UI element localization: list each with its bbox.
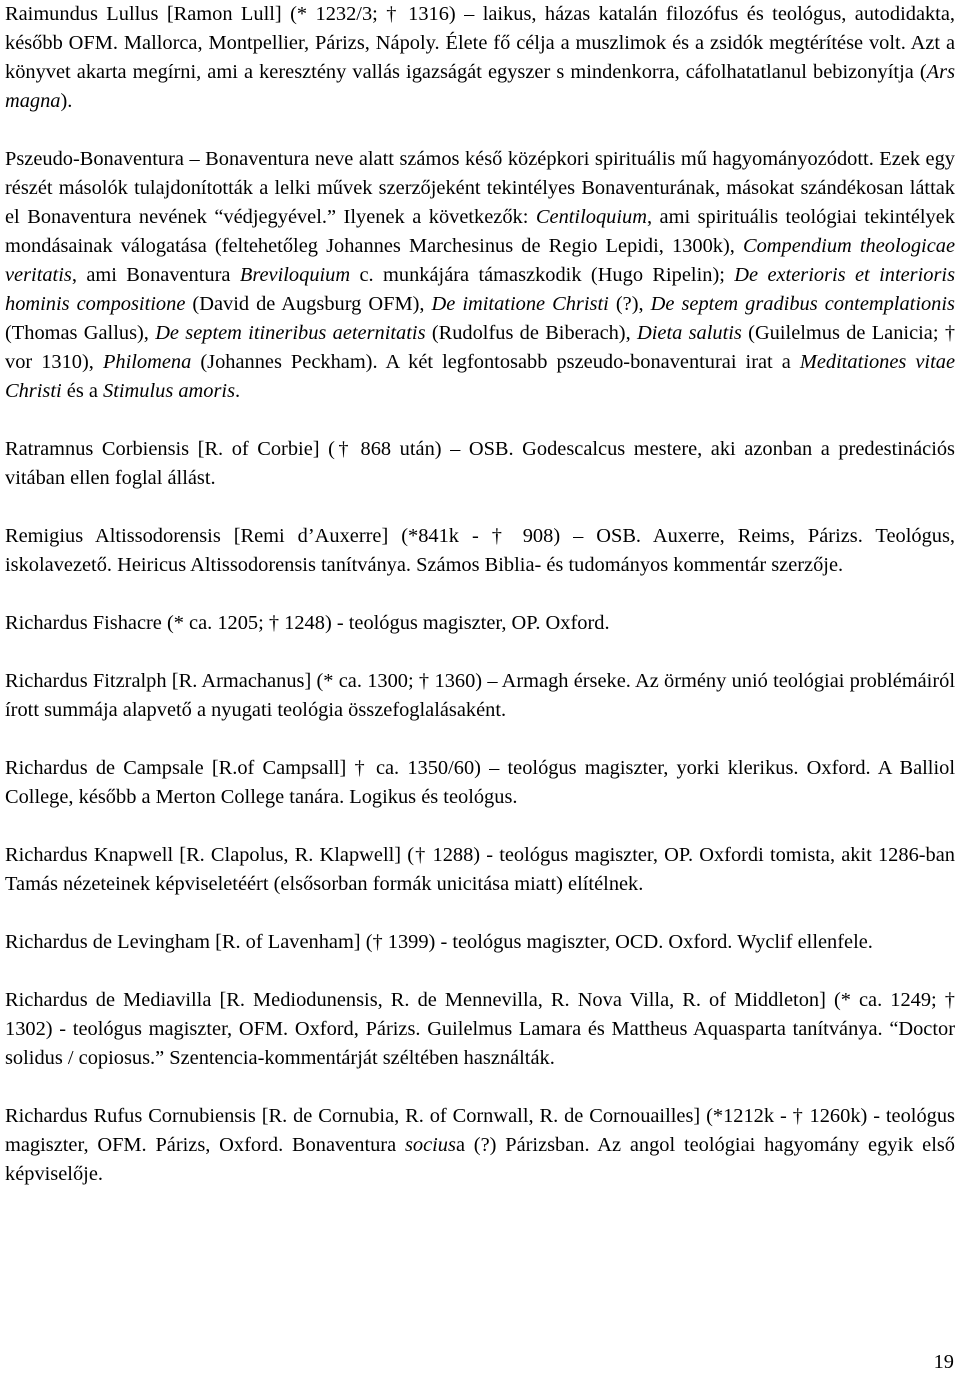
entry-text: , ami spirituális teológiai tekintélyek mondásainak válogatása (feltehetőleg Johannes Marchesinus de Regio Lepidi, 1300k),: [5, 206, 955, 257]
document-page: [5, 0, 955, 1189]
entry-richardus-fishacre: [5, 609, 955, 638]
work-title: Dieta salutis: [637, 322, 742, 344]
entry-text: Remigius Altissodorensis [Remi d’Auxerre] (*841k - † 908) – OSB. Auxerre, Reims, Párizs. Teológus, iskolavezető. Heiricus Altissodorensis tanítványa. Számos Biblia- és tudományos kommentár szerzője.: [5, 525, 955, 576]
entry-text: Ratramnus Corbiensis [R. of Corbie] († 868 után) – OSB. Godescalcus mestere, aki azonban a predestinációs vitában ellen foglal állást.: [5, 438, 955, 489]
latin-term: socius: [404, 1134, 456, 1156]
entry-text: Richardus Fishacre (* ca. 1205; † 1248) - teológus magiszter, OP. Oxford.: [5, 612, 610, 634]
entry-remigius-altissodorensis: [5, 522, 955, 580]
entry-text: Richardus de Mediavilla [R. Mediodunensis, R. de Mennevilla, R. Nova Villa, R. of Middleton] (* ca. 1249; † 1302) - teológus magiszter, OFM. Oxford, Párizs. Guilelmus Lamara és Mattheus Aquasparta tanítványa. “Doctor solidus / copiosus.” Szentencia-kommentárját széltében használták.: [5, 989, 955, 1069]
work-title: Ars magna: [5, 61, 955, 112]
entry-text: és a: [61, 380, 104, 402]
work-title: Compendium theologicae veritatis: [5, 235, 956, 286]
entry-text: Richardus Knapwell [R. Clapolus, R. Klapwell] († 1288) - teológus magiszter, OP. Oxfordi tomista, akit 1286-ban Tamás nézeteinek képviseletéért (elsősorban formák unicitása miatt) elítélnek.: [5, 844, 955, 895]
work-title: Meditationes vitae Christi: [5, 351, 956, 402]
entry-ratramnus-corbiensis: [5, 435, 955, 493]
entry-text: Richardus de Levingham [R. of Lavenham] († 1399) - teológus magiszter, OCD. Oxford. Wyclif ellenfele.: [5, 931, 873, 953]
entry-richardus-rufus-cornubiensis: [5, 1102, 955, 1189]
entry-text: (David de Augsburg OFM),: [185, 293, 432, 315]
work-title: De septem itineribus aeternitatis: [155, 322, 426, 344]
entry-text: Richardus de Campsale [R.of Campsall] † ca. 1350/60) – teológus magiszter, yorki klerikus. Oxford. A Balliol College, később a Merton College tanára. Logikus és teológus.: [5, 757, 955, 808]
entry-raimundus-lullus: [5, 0, 955, 116]
entry-text: (?),: [608, 293, 651, 315]
work-title: Philomena: [102, 351, 192, 373]
entry-text: c. munkájára támaszkodik (Hugo Ripelin);: [350, 264, 735, 286]
entry-text: Pszeudo-Bonaventura – Bonaventura neve alatt számos késő középkori spirituális mű hagyományozódott. Ezek egy részét másolók tulajdonították a lelki művek szerzőjeként tekintélyes Bonaventurának, másokat szándékosan láttak el Bonaventura nevének “védjegyével.” Ilyenek a következők:: [5, 148, 955, 228]
work-title: Centiloquium: [535, 206, 647, 228]
work-title: De septem gradibus contemplationis: [650, 293, 955, 315]
page-number: 19: [933, 1351, 954, 1373]
entry-text: Raimundus Lullus [Ramon Lull] (* 1232/3; † 1316) – laikus, házas katalán filozófus és teológus, autodidakta, később OFM. Mallorca, Montpellier, Párizs, Nápoly. Élete fő célja a muszlimok és a zsidók megtérítése volt. Azt a könyvet akarta megírni, ami a keresztény vallás igazságát egyszer s mindenkorra, cáfolhatatlanul bebizonyítja (: [5, 3, 955, 83]
entry-text: .: [235, 380, 241, 402]
entry-text: (Rudolfus de Biberach),: [425, 322, 637, 344]
entry-text: ).: [60, 90, 73, 112]
entry-richardus-de-levingham: [5, 928, 955, 957]
entry-text: a (?) Párizsban. Az angol teológiai hagyomány egyik első képviselője.: [5, 1134, 955, 1185]
work-title: Stimulus amoris: [103, 380, 236, 402]
work-title: Breviloquium: [239, 264, 351, 286]
entry-text: Richardus Rufus Cornubiensis [R. de Cornubia, R. of Cornwall, R. de Cornouailles] (*1212k - † 1260k) - teológus magiszter, OFM. Párizs, Oxford. Bonaventura: [5, 1105, 955, 1156]
entry-text: (Guilelmus de Lanicia; † vor 1310),: [5, 322, 956, 373]
work-title: De imitatione Christi: [431, 293, 609, 315]
entry-text: (Thomas Gallus),: [5, 322, 156, 344]
entry-richardus-fitzralph: [5, 667, 955, 725]
entry-pszeudo-bonaventura: [5, 145, 955, 406]
entry-text: , ami Bonaventura: [71, 264, 240, 286]
entry-richardus-knapwell: [5, 841, 955, 899]
work-title: De exterioris et interioris hominis compositione: [5, 264, 956, 315]
entry-richardus-de-campsale: [5, 754, 955, 812]
entry-text: Richardus Fitzralph [R. Armachanus] (* ca. 1300; † 1360) – Armagh érseke. Az örmény unió teológiai problémáiról írott summája alapvető a nyugati teológia összefoglalásaként.: [5, 670, 955, 721]
entry-richardus-de-mediavilla: [5, 986, 955, 1073]
entry-text: (Johannes Peckham). A két legfontosabb pszeudo-bonaventurai irat a: [191, 351, 800, 373]
